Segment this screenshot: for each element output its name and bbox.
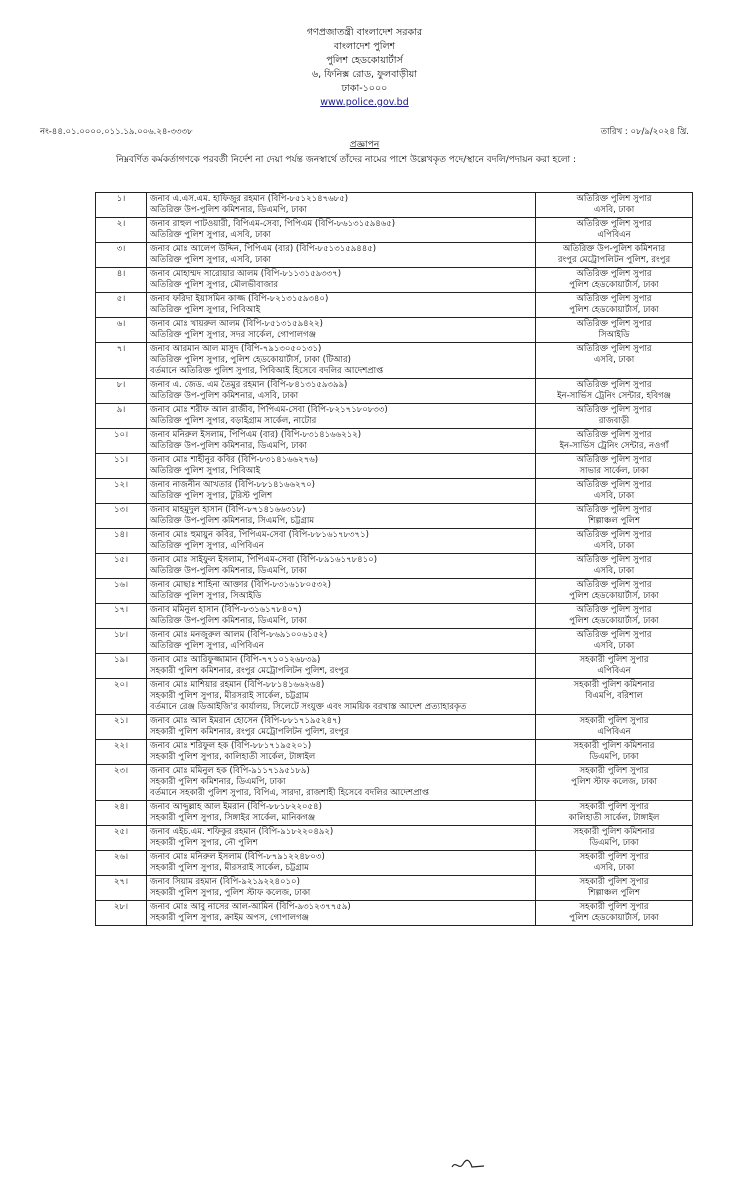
serial-number: ১৪।: [96, 529, 147, 554]
officer-current-post: সহকারী পুলিশ সুপার, মীরসরাই সার্কেল, চট্টগ্রাম: [150, 691, 309, 701]
new-post-location: পুলিশ হেডকোয়ার্টার্স, ঢাকা: [569, 305, 659, 315]
officer-name: জনাব সিয়াম রহমান (বিপি-৯২১৯২২৪০১০): [150, 877, 300, 887]
officer-details: [147, 801, 536, 826]
table-row: [96, 654, 693, 679]
new-posting: [536, 429, 693, 454]
serial-number: ২৫।: [96, 826, 147, 851]
new-post-location: এসবি, ঢাকা: [593, 863, 635, 873]
officer-name: জনাব এ. জেড. এম তৈমুর রহমান (বিপি-৮৪১৩১৫৯৩৯৯): [150, 380, 348, 390]
new-posting: [536, 740, 693, 765]
new-post-title: অতিরিক্ত পুলিশ সুপার: [576, 605, 652, 615]
new-post-location: এসবি, ঢাকা: [593, 541, 635, 551]
new-post-title: অতিরিক্ত পুলিশ সুপার: [576, 219, 652, 229]
officer-name: জনাব মমিনুল হাসান (বিপি-৮৩১৬১৭৮৪০৭): [150, 605, 302, 615]
table-row: [96, 851, 693, 876]
new-posting: [536, 268, 693, 293]
new-post-location: এসবি, ঢাকা: [593, 566, 635, 576]
officer-current-post: অতিরিক্ত পুলিশ সুপার, সদর সার্কেল, গোপালগঞ্জ: [150, 330, 316, 340]
new-post-location: ইন-সার্ভিস ট্রেনিং সেন্টার, হবিগঞ্জ: [557, 391, 671, 401]
table-row: [96, 218, 693, 243]
officer-details: [147, 765, 536, 801]
officer-name: জনাব মোহাম্মদ সারোয়ার আলম (বিপি-৮১১৩১৫৯৩৩৭): [150, 269, 342, 279]
new-posting: [536, 851, 693, 876]
officer-name: জনাব মোঃ মমিনুল হক (বিপি-৯১১৭১৯৫১৮৯): [150, 766, 310, 776]
serial-number: ৪।: [96, 268, 147, 293]
new-post-location: ডিএমপি, ঢাকা: [589, 838, 639, 848]
serial-number: ১৫।: [96, 554, 147, 579]
table-row: [96, 429, 693, 454]
new-post-title: সহকারী পুলিশ সুপার: [579, 766, 649, 776]
new-post-title: সহকারী পুলিশ কমিশনার: [573, 827, 655, 837]
officer-name: জনাব নাজনীন আখতার (বিপি-৮৮১৪১৬৬২৭০): [150, 480, 315, 490]
header-address: ৬, ফিনিক্স রোড, ফুলবাড়ীয়া: [311, 69, 418, 80]
officer-current-post: সহকারী পুলিশ কমিশনার, রংপুর মেট্রোপলিটন পুলিশ, রংপুর: [150, 666, 349, 676]
serial-number: ২৬।: [96, 851, 147, 876]
new-post-location: ডিএমপি, ঢাকা: [589, 752, 639, 762]
new-post-location: এপিবিএন: [597, 666, 631, 676]
officer-name: জনাব মোঃ শরীফ আল রাজীব, পিপিএম-সেবা (বিপি-৮২১৭১৮০৮৩৩): [150, 405, 388, 415]
officer-current-post: সহকারী পুলিশ কমিশনার, ডিএমপি, ঢাকা: [150, 777, 286, 787]
table-row: [96, 765, 693, 801]
table-row: [96, 876, 693, 901]
officer-current-post: অতিরিক্ত উপ-পুলিশ কমিশনার, ডিএমপি, ঢাকা: [150, 566, 307, 576]
officer-details: [147, 629, 536, 654]
serial-number: ১৮।: [96, 629, 147, 654]
officer-current-post: অতিরিক্ত পুলিশ সুপার, টুরিস্ট পুলিশ: [150, 491, 273, 501]
new-posting: [536, 654, 693, 679]
new-posting: [536, 379, 693, 404]
table-row: [96, 901, 693, 926]
officer-current-post: অতিরিক্ত পুলিশ সুপার, মৌলভীবাজার: [150, 280, 279, 290]
new-post-location: ইন-সার্ভিস ট্রেনিং সেন্টার, নওগাঁ: [559, 441, 669, 451]
officer-details: [147, 193, 536, 218]
table-row: [96, 379, 693, 404]
officer-name: জনাব মোঃ আবু নাসের আল-আমিন (বিপি-৯৩১২৩৭৭৫৯): [150, 902, 351, 912]
officer-details: [147, 715, 536, 740]
new-post-location: বিএমপি, বরিশাল: [585, 691, 643, 701]
new-posting: [536, 454, 693, 479]
officer-name: জনাব মোঃ আল ইমরান হোসেন (বিপি-৮৮১৭১৯৫২৪৭): [150, 716, 341, 726]
officer-details: [147, 343, 536, 379]
table-row: [96, 193, 693, 218]
new-post-title: অতিরিক্ত পুলিশ সুপার: [576, 455, 652, 465]
table-row: [96, 529, 693, 554]
serial-number: ২৭।: [96, 876, 147, 901]
serial-number: ১২।: [96, 479, 147, 504]
serial-number: ১০।: [96, 429, 147, 454]
officer-current-post: সহকারী পুলিশ সুপার, ক্রাইম অপস, গোপালগঞ্জ: [150, 913, 309, 923]
serial-number: ২৪।: [96, 801, 147, 826]
new-post-location: পুলিশ হেডকোয়ার্টার্স, ঢাকা: [569, 616, 659, 626]
new-post-title: অতিরিক্ত পুলিশ সুপার: [576, 505, 652, 515]
new-post-location: এসবি, ঢাকা: [593, 641, 635, 651]
new-post-title: সহকারী পুলিশ সুপার: [579, 877, 649, 887]
officer-details: [147, 504, 536, 529]
officer-current-post: অতিরিক্ত উপ-পুলিশ কমিশনার, ডিএমপি, ঢাকা: [150, 441, 307, 451]
intro-paragraph: নিম্নবর্ণিত কর্মকর্তাগণকে পরবর্তী নির্দেশ না দেয়া পর্যন্ত জনস্বার্থে তাঁদের নামের পাশে উল্লেখকৃত পদে/স্থানে বদলি/পদায়ন করা হলো :: [116, 155, 577, 165]
officer-name: জনাব মোঃ মাশিয়ার রহমান (বিপি-৮৮১৪১৬৬২৬৪): [150, 680, 325, 690]
table-row: [96, 629, 693, 654]
officer-name: জনাব ফরিদা ইয়াসমিন কাজ্জ (বিপি-৮২১৩১৫৯৩৪০): [150, 294, 329, 304]
new-post-location: শিল্পাঞ্চল পুলিশ: [587, 888, 641, 898]
officer-current-post: বর্তমানে রেঞ্জ ডিআইজি'র কার্যালয়, সিলেটে সংযুক্ত এবং সাময়িক বরখাস্ত আদেশ প্রত্যাহারকৃত: [150, 702, 467, 712]
serial-number: ২২।: [96, 740, 147, 765]
transfer-table: [95, 192, 693, 926]
new-post-location: এসবি, ঢাকা: [593, 205, 635, 215]
officer-details: [147, 654, 536, 679]
signature-mark: [450, 1158, 486, 1172]
new-posting: [536, 679, 693, 715]
officer-name: জনাব এ.এস.এম. হাফিজুর রহমান (বিপি-৮৫১২১৪৭৬৮৫): [150, 194, 349, 204]
new-posting: [536, 193, 693, 218]
officer-current-post: অতিরিক্ত পুলিশ সুপার, বড়াইগ্রাম সার্কেল, নাটোর: [150, 416, 317, 426]
new-post-title: সহকারী পুলিশ কমিশনার: [573, 741, 655, 751]
officer-current-post: অতিরিক্ত উপ-পুলিশ কমিশনার, ডিএমপি, ঢাকা: [150, 616, 307, 626]
new-post-location: এপিবিএন: [597, 727, 631, 737]
new-post-location: পুলিশ হেডকোয়ার্টার্স, ঢাকা: [569, 591, 659, 601]
new-post-title: অতিরিক্ত পুলিশ সুপার: [576, 319, 652, 329]
header-headquarters: পুলিশ হেডকোয়ার্টার্স: [326, 55, 403, 66]
officer-name: জনাব আরমান আল মাসুদ (বিপি-৭৯১৩০৫০১৩১): [150, 344, 322, 354]
serial-number: ৯।: [96, 404, 147, 429]
new-post-title: অতিরিক্ত পুলিশ সুপার: [576, 555, 652, 565]
new-posting: [536, 604, 693, 629]
new-post-location: এসবি, ঢাকা: [593, 355, 635, 365]
new-posting: [536, 826, 693, 851]
new-posting: [536, 554, 693, 579]
document-title: প্রজ্ঞাপন: [349, 140, 380, 150]
table-row: [96, 479, 693, 504]
office-header: [0, 26, 729, 110]
new-post-location: সাভার সার্কেল, ঢাকা: [579, 466, 649, 476]
table-row: [96, 679, 693, 715]
new-posting: [536, 479, 693, 504]
new-post-title: অতিরিক্ত পুলিশ সুপার: [576, 480, 652, 490]
officer-name: জনাব মোঃ মনজুরুল আলম (বিপি-৮৬৯১০০৬১৫২): [150, 630, 328, 640]
new-post-location: এপিবিএন: [597, 230, 631, 240]
officer-details: [147, 826, 536, 851]
serial-number: ৭।: [96, 343, 147, 379]
officer-name: জনাব মোঃ শরিফুল হক (বিপি-৮৮১৭১৯৫২০১): [150, 741, 312, 751]
officer-name: জনাব মোঃ আরিফুজ্জামান (বিপি-৭৭১০১২৬৮৩৯): [150, 655, 321, 665]
officer-details: [147, 379, 536, 404]
new-posting: [536, 529, 693, 554]
officer-details: [147, 604, 536, 629]
officer-current-post: অতিরিক্ত উপ-পুলিশ কমিশনার, ডিএমপি, ঢাকা: [150, 205, 307, 215]
new-post-title: অতিরিক্ত পুলিশ সুপার: [576, 530, 652, 540]
officer-current-post: সহকারী পুলিশ সুপার, সিঙ্গাইর সার্কেল, মানিকগঞ্জ: [150, 813, 316, 823]
new-post-title: অতিরিক্ত পুলিশ সুপার: [576, 405, 652, 415]
new-posting: [536, 343, 693, 379]
officer-details: [147, 318, 536, 343]
new-posting: [536, 318, 693, 343]
officer-name: জনাব মাহমুদুল হাসান (বিপি-৮৭১৪১৬৬৩১৮): [150, 505, 306, 515]
serial-number: ৫।: [96, 293, 147, 318]
new-post-title: সহকারী পুলিশ সুপার: [579, 716, 649, 726]
table-row: [96, 404, 693, 429]
officer-details: [147, 529, 536, 554]
officer-details: [147, 429, 536, 454]
officer-name: জনাব মোঃ সাইফুল ইসলাম, পিপিএম-সেবা (বিপি-৮৯১৬১৭৮৪১০): [150, 555, 378, 565]
table-row: [96, 293, 693, 318]
new-post-location: পুলিশ হেডকোয়ার্টার্স, ঢাকা: [569, 913, 659, 923]
table-row: [96, 454, 693, 479]
officer-details: [147, 679, 536, 715]
serial-number: ১৯।: [96, 654, 147, 679]
officer-details: [147, 851, 536, 876]
officer-details: [147, 579, 536, 604]
officer-name: জনাব রাহুল পাটওয়ারী, বিপিএম-সেবা, পিপিএম (বিপি-৮৬১৩১৫৯৪৬৫): [150, 219, 396, 229]
officer-details: [147, 293, 536, 318]
new-post-location: রংপুর মেট্রোপলিটন পুলিশ, রংপুর: [557, 255, 671, 265]
serial-number: ২৮।: [96, 901, 147, 926]
officer-details: [147, 454, 536, 479]
new-post-title: অতিরিক্ত উপ-পুলিশ কমিশনার: [562, 244, 666, 254]
officer-current-post: অতিরিক্ত পুলিশ সুপার, সিআইডি: [150, 591, 262, 601]
new-post-title: অতিরিক্ত পুলিশ সুপার: [576, 580, 652, 590]
new-posting: [536, 293, 693, 318]
officer-name: জনাব আব্দুল্লাহ আল ইমরান (বিপি-৮৮১৮২২০৫৪): [150, 802, 322, 812]
officer-current-post: অতিরিক্ত উপ-পুলিশ কমিশনার, এসবি, ঢাকা: [150, 391, 299, 401]
serial-number: ১৭।: [96, 604, 147, 629]
new-post-title: অতিরিক্ত পুলিশ সুপার: [576, 269, 652, 279]
table-row: [96, 243, 693, 268]
new-post-title: অতিরিক্ত পুলিশ সুপার: [576, 630, 652, 640]
officer-details: [147, 479, 536, 504]
new-post-location: রাজবাড়ী: [598, 416, 630, 426]
new-posting: [536, 579, 693, 604]
memo-date: তারিখ : ০৮/৯/২০২৪ খ্রি.: [600, 127, 689, 137]
table-row: [96, 801, 693, 826]
officer-name: জনাব মোঃ শাহীনুর কবির (বিপি-৮৩১৪১৬৬২৭৬): [150, 455, 319, 465]
officer-current-post: সহকারী পুলিশ সুপার, মীরসরাই সার্কেল, চট্টগ্রাম: [150, 863, 309, 873]
officer-name: জনাব মোঃ আলেপ উদ্দিন, পিপিএম (বার) (বিপি-৮৫১৩১৫৯৪৪৫): [150, 244, 377, 254]
serial-number: ১।: [96, 193, 147, 218]
officer-current-post: সহকারী পুলিশ সুপার, নৌ পুলিশ: [150, 838, 258, 848]
new-post-title: অতিরিক্ত পুলিশ সুপার: [576, 194, 652, 204]
officer-current-post: অতিরিক্ত পুলিশ সুপার, এপিবিএন: [150, 541, 264, 551]
new-posting: [536, 218, 693, 243]
table-row: [96, 715, 693, 740]
serial-number: ৬।: [96, 318, 147, 343]
table-row: [96, 343, 693, 379]
new-post-title: অতিরিক্ত পুলিশ সুপার: [576, 294, 652, 304]
table-row: [96, 826, 693, 851]
officer-current-post: অতিরিক্ত পুলিশ সুপার, এপিবিএন: [150, 641, 264, 651]
officer-details: [147, 404, 536, 429]
serial-number: ৩।: [96, 243, 147, 268]
new-post-title: সহকারী পুলিশ সুপার: [579, 902, 649, 912]
new-posting: [536, 715, 693, 740]
new-posting: [536, 801, 693, 826]
officer-details: [147, 901, 536, 926]
officer-details: [147, 243, 536, 268]
table-row: [96, 268, 693, 293]
table-row: [96, 504, 693, 529]
table-row: [96, 554, 693, 579]
new-posting: [536, 901, 693, 926]
new-post-location: পুলিশ স্টাফ কলেজ, ঢাকা: [571, 777, 657, 787]
officer-details: [147, 218, 536, 243]
officer-name: জনাব মোঃ মনিরুল ইসলাম (বিপি-৮৭৯১২২৪৮০৩): [150, 852, 325, 862]
table-row: [96, 604, 693, 629]
header-police: বাংলাদেশ পুলিশ: [333, 41, 396, 52]
serial-number: ২০।: [96, 679, 147, 715]
new-posting: [536, 629, 693, 654]
new-post-title: সহকারী পুলিশ কমিশনার: [573, 680, 655, 690]
officer-current-post: অতিরিক্ত পুলিশ সুপার, এসবি, ঢাকা: [150, 255, 271, 265]
officer-details: [147, 268, 536, 293]
officer-details: [147, 554, 536, 579]
new-post-title: সহকারী পুলিশ সুপার: [579, 802, 649, 812]
new-post-location: পুলিশ হেডকোয়ার্টার্স, ঢাকা: [569, 280, 659, 290]
new-post-location: শিল্পাঞ্চল পুলিশ: [587, 516, 641, 526]
officer-current-post: অতিরিক্ত পুলিশ সুপার, পিবিআই: [150, 305, 261, 315]
officer-name: জনাব মোঃ হুমায়ুন কবির, পিপিএম-সেবা (বিপি-৮৮১৬১৭৮৩৭১): [150, 530, 369, 540]
officer-name: জনাব মোছাঃ শাহিনা আক্তার (বিপি-৮৩১৬১৮০৫৩২): [150, 580, 331, 590]
new-post-location: সিআইডি: [598, 330, 630, 340]
officer-current-post: অতিরিক্ত পুলিশ সুপার, পিবিআই: [150, 466, 261, 476]
officer-current-post: অতিরিক্ত পুলিশ সুপার, পুলিশ হেডকোয়ার্টার্স, ঢাকা (টিআর): [150, 355, 351, 365]
officer-name: জনাব মোঃ খায়রুল আলম (বিপি-৮৫১৩১৫৯৪২২): [150, 319, 323, 329]
officer-current-post: বর্তমানে অতিরিক্ত পুলিশ সুপার, পিবিআই হিসেবে বদলির আদেশপ্রাপ্ত: [150, 366, 384, 376]
serial-number: ১১।: [96, 454, 147, 479]
new-post-title: অতিরিক্ত পুলিশ সুপার: [576, 380, 652, 390]
officer-current-post: অতিরিক্ত পুলিশ সুপার, এসবি, ঢাকা: [150, 230, 271, 240]
new-post-title: সহকারী পুলিশ সুপার: [579, 852, 649, 862]
header-website-link[interactable]: www.police.gov.bd: [320, 97, 409, 108]
officer-name: জনাব মনিরুল ইসলাম, পিপিএম (বার) (বিপি-৮৩১৪১৬৬২১২): [150, 430, 362, 440]
new-posting: [536, 243, 693, 268]
memo-number: নং-৪৪.০১.০০০০.০১১.১৯.০০৬.২৪-৩৩৩৮: [40, 127, 193, 137]
new-posting: [536, 765, 693, 801]
officer-current-post: অতিরিক্ত উপ-পুলিশ কমিশনার, সিএমপি, চট্টগ্রাম: [150, 516, 315, 526]
serial-number: ২৩।: [96, 765, 147, 801]
new-posting: [536, 504, 693, 529]
officer-details: [147, 740, 536, 765]
serial-number: ১৩।: [96, 504, 147, 529]
new-post-location: কালিহাতী সার্কেল, টাঙ্গাইল: [568, 813, 660, 823]
table-row: [96, 579, 693, 604]
officer-current-post: বর্তমানে সহকারী পুলিশ সুপার, বিপিএ, সারদা, রাজশাহী হিসেবে বদলির আদেশপ্রাপ্ত: [150, 788, 429, 798]
new-posting: [536, 404, 693, 429]
new-post-title: সহকারী পুলিশ সুপার: [579, 655, 649, 665]
header-city: ঢাকা-১০০০: [341, 83, 388, 94]
table-row: [96, 318, 693, 343]
new-post-location: এসবি, ঢাকা: [593, 491, 635, 501]
serial-number: ১৬।: [96, 579, 147, 604]
officer-details: [147, 876, 536, 901]
serial-number: ২।: [96, 218, 147, 243]
officer-current-post: সহকারী পুলিশ কমিশনার, রংপুর মেট্রোপলিটন পুলিশ, রংপুর: [150, 727, 349, 737]
new-post-title: অতিরিক্ত পুলিশ সুপার: [576, 344, 652, 354]
officer-current-post: সহকারী পুলিশ সুপার, কালিহাতী সার্কেল, টাঙ্গাইল: [150, 752, 316, 762]
officer-current-post: সহকারী পুলিশ সুপার, পুলিশ স্টাফ কলেজ, ঢাকা: [150, 888, 311, 898]
table-row: [96, 740, 693, 765]
officer-name: জনাব এইচ.এম. শফিকুর রহমান (বিপি-৯১৮২২০৪৯২): [150, 827, 334, 837]
serial-number: ৮।: [96, 379, 147, 404]
serial-number: ২১।: [96, 715, 147, 740]
new-posting: [536, 876, 693, 901]
new-post-title: অতিরিক্ত পুলিশ সুপার: [576, 430, 652, 440]
header-government: গণপ্রজাতন্ত্রী বাংলাদেশ সরকার: [306, 27, 423, 38]
